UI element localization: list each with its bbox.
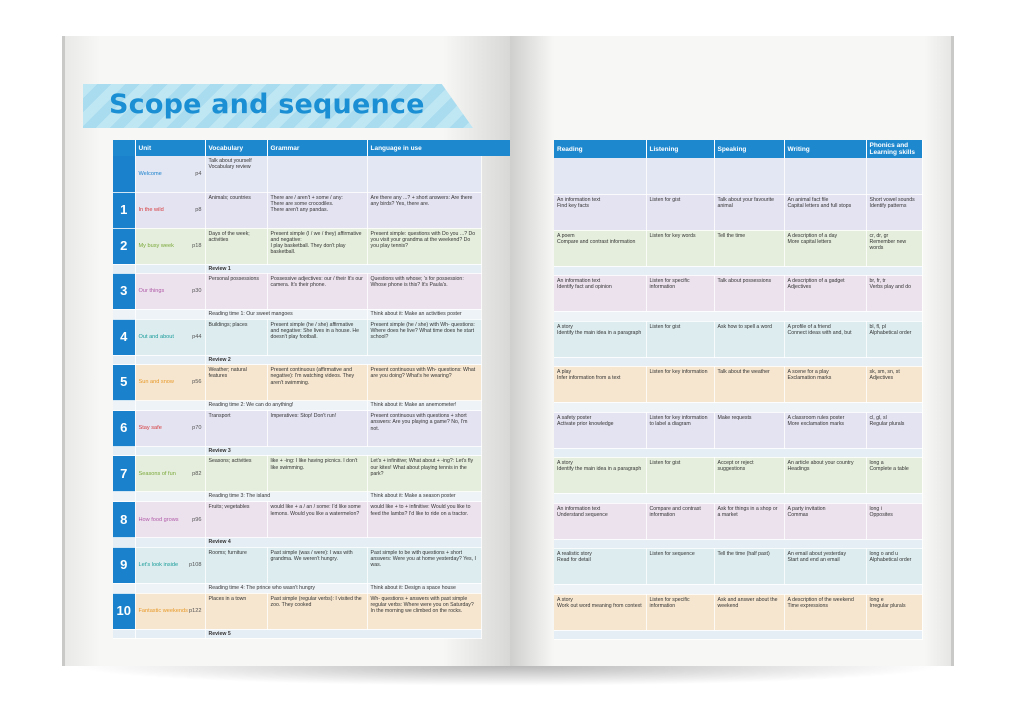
review-row — [554, 630, 922, 639]
grammar-cell: Past simple (was / were): I was with grandma. We weren't hungry. — [267, 547, 367, 583]
writing-cell: An animal fact file Capital letters and full stops — [784, 194, 866, 230]
language-cell: Past simple to be with questions + short answers: Were you at home yesterday? Yes, I was. — [367, 547, 481, 583]
listening-cell: Listen for sequence — [646, 548, 714, 584]
speaking-cell: Tell the time (half past) — [714, 548, 784, 584]
unit-name: Welcome — [138, 170, 162, 177]
reading-cell — [554, 158, 646, 194]
unit-number: 6 — [113, 411, 135, 447]
reading-time-row — [554, 584, 922, 594]
review-spacer — [135, 355, 205, 364]
review-row — [554, 448, 922, 457]
unit-row — [554, 275, 922, 311]
rt-spacer — [135, 583, 205, 593]
unit-row — [113, 411, 481, 447]
think-about-it-label: Think about it: Make a season poster — [367, 492, 481, 502]
unit-name: Fantastic weekends — [138, 608, 188, 615]
unit-name-cell — [135, 502, 205, 538]
unit-page: p18 — [192, 242, 202, 249]
phonics-cell: bl, fl, pl Alphabetical order — [866, 321, 922, 357]
rt-spacer — [135, 492, 205, 502]
review-spacer — [113, 629, 135, 638]
speaking-cell: Make requests — [714, 412, 784, 448]
rt-right-spacer — [554, 402, 922, 412]
unit-page: p122 — [189, 608, 202, 615]
language-cell: Present simple (he / she) with Wh- questions: Where does he live? What time does he start school? — [367, 319, 481, 355]
unit-name: Out and about — [138, 334, 174, 341]
rt-right-spacer — [554, 584, 922, 594]
rt-spacer — [113, 492, 135, 502]
unit-row — [554, 230, 922, 266]
unit-name-cell — [135, 365, 205, 401]
review-right-spacer — [554, 357, 922, 366]
review-spacer — [113, 538, 135, 547]
grammar-cell: There are / aren't + some / any: There are some crocodiles. There aren't any pandas. — [267, 192, 367, 228]
phonics-cell — [866, 158, 922, 194]
review-label: Review 5 — [205, 629, 481, 638]
unit-page: p70 — [192, 425, 202, 432]
unit-row — [554, 548, 922, 584]
reading-cell: A realistic story Read for detail — [554, 548, 646, 584]
vocabulary-cell: Fruits; vegetables — [205, 502, 267, 538]
header-grammar: Grammar — [267, 140, 367, 156]
speaking-cell: Tell the time — [714, 230, 784, 266]
language-cell: Let's + infinitive; What about + -ing?: Let's fly our kites! What about playing tennis in the park? — [367, 456, 481, 492]
unit-page: p56 — [192, 379, 202, 386]
unit-row — [113, 192, 481, 228]
review-right-spacer — [554, 266, 922, 275]
review-label: Review 3 — [205, 447, 481, 456]
unit-name: Stay safe — [138, 425, 162, 432]
writing-cell: An email about yesterday Start and end an email — [784, 548, 866, 584]
header-listening: Listening — [646, 140, 714, 158]
unit-row — [113, 593, 481, 629]
reading-time-row — [554, 311, 922, 321]
reading-cell: An information text Find key facts — [554, 194, 646, 230]
unit-name: My busy week — [138, 242, 174, 249]
listening-cell: Listen for gist — [646, 457, 714, 493]
grammar-cell: Imperatives: Stop! Don't run! — [267, 411, 367, 447]
reading-time-row — [113, 401, 481, 411]
language-cell: Present simple: questions with Do you ...? Do you visit your grandma at the weekend? Do you play tennis? — [367, 228, 481, 264]
listening-cell: Listen for gist — [646, 194, 714, 230]
header-number — [113, 140, 135, 156]
unit-number: 7 — [113, 456, 135, 492]
speaking-cell — [714, 158, 784, 194]
phonics-cell: cl, gl, sl Regular plurals — [866, 412, 922, 448]
listening-cell: Listen for key information to label a diagram — [646, 412, 714, 448]
unit-row — [554, 503, 922, 539]
unit-name-cell — [135, 456, 205, 492]
unit-row — [113, 156, 481, 192]
vocabulary-cell: Transport — [205, 411, 267, 447]
rt-spacer — [113, 309, 135, 319]
vocabulary-cell: Personal possessions — [205, 273, 267, 309]
phonics-cell: long i Opposites — [866, 503, 922, 539]
left-header-row — [113, 140, 481, 156]
unit-name-cell — [135, 593, 205, 629]
unit-page: p30 — [192, 288, 202, 295]
speaking-cell: Talk about the weather — [714, 366, 784, 402]
unit-row — [113, 365, 481, 401]
review-row — [113, 629, 481, 638]
left-table-gutter — [481, 140, 510, 610]
open-book — [62, 36, 954, 672]
writing-cell: A description of a day More capital letters — [784, 230, 866, 266]
review-row — [113, 538, 481, 547]
unit-row — [113, 456, 481, 492]
review-label: Review 1 — [205, 264, 481, 273]
grammar-cell — [267, 156, 367, 192]
grammar-cell: Present continuous (affirmative and negative): I'm watching videos. They aren't swimming. — [267, 365, 367, 401]
language-cell — [367, 156, 481, 192]
listening-cell: Compare and contrast information — [646, 503, 714, 539]
vocabulary-cell: Animals; countries — [205, 192, 267, 228]
unit-page: p4 — [195, 170, 202, 177]
review-spacer — [135, 629, 205, 638]
unit-name-cell — [135, 319, 205, 355]
unit-row — [113, 273, 481, 309]
language-cell: would like + to + infinitive: Would you like to feed the lambs? I'd like to ride on a tractor. — [367, 502, 481, 538]
reading-time-label: Reading time 4: The prince who wasn't hungry — [205, 583, 367, 593]
unit-row — [554, 594, 922, 630]
writing-cell: An article about your country Headings — [784, 457, 866, 493]
unit-number: 10 — [113, 593, 135, 629]
header-unit: Unit — [135, 140, 205, 156]
phonics-cell: cr, dr, gr Remember new words — [866, 230, 922, 266]
language-cell: Questions with whose; 's for possession: Whose phone is this? It's Paula's. — [367, 273, 481, 309]
writing-cell — [784, 158, 866, 194]
reading-time-label: Reading time 3: The island — [205, 492, 367, 502]
unit-number — [113, 156, 135, 192]
think-about-it-label: Think about it: Design a space house — [367, 583, 481, 593]
header-vocabulary: Vocabulary — [205, 140, 267, 156]
unit-page: p8 — [195, 206, 202, 213]
writing-cell: A classroom rules poster More exclamation marks — [784, 412, 866, 448]
reading-cell: An information text Understand sequence — [554, 503, 646, 539]
grammar-cell: like + -ing: I like having picnics. I don't like swimming. — [267, 456, 367, 492]
rt-right-spacer — [554, 311, 922, 321]
listening-cell: Listen for key words — [646, 230, 714, 266]
review-row — [554, 539, 922, 548]
rt-spacer — [113, 401, 135, 411]
reading-cell: A story Identify the main idea in a paragraph — [554, 457, 646, 493]
reading-cell: A story Identify the main idea in a paragraph — [554, 321, 646, 357]
unit-row — [554, 321, 922, 357]
unit-page: p44 — [192, 334, 202, 341]
review-row — [113, 447, 481, 456]
listening-cell — [646, 158, 714, 194]
review-row — [554, 357, 922, 366]
reading-cell: A story Work out word meaning from context — [554, 594, 646, 630]
unit-number: 2 — [113, 228, 135, 264]
review-spacer — [113, 264, 135, 273]
language-cell: Wh- questions + answers with past simple regular verbs: Where were you on Saturday? In the morning we climbed on the rocks. — [367, 593, 481, 629]
think-about-it-label: Think about it: Make an activities poster — [367, 309, 481, 319]
phonics-cell: br, fr, tr Verbs play and do — [866, 275, 922, 311]
unit-number: 1 — [113, 192, 135, 228]
writing-cell: A party invitation Commas — [784, 503, 866, 539]
think-about-it-label: Think about it: Make an anemometer! — [367, 401, 481, 411]
unit-row — [113, 502, 481, 538]
vocabulary-cell: Days of the week; activities — [205, 228, 267, 264]
reading-time-row — [113, 309, 481, 319]
writing-cell: A description of a gadget Adjectives — [784, 275, 866, 311]
page-title: Scope and sequence — [109, 89, 425, 120]
header-language-in-use: Language in use — [367, 140, 481, 156]
unit-name-cell — [135, 411, 205, 447]
unit-name: Seasons of fun — [138, 470, 176, 477]
rt-spacer — [135, 309, 205, 319]
unit-row — [554, 412, 922, 448]
speaking-cell: Ask and answer about the weekend — [714, 594, 784, 630]
reading-time-row — [113, 492, 481, 502]
reading-time-label: Reading time 1: Our sweet mangoes — [205, 309, 367, 319]
review-right-spacer — [554, 539, 922, 548]
unit-number: 4 — [113, 319, 135, 355]
unit-name: In the wild — [138, 206, 164, 213]
listening-cell: Listen for key information — [646, 366, 714, 402]
speaking-cell: Ask how to spell a word — [714, 321, 784, 357]
listening-cell: Listen for specific information — [646, 594, 714, 630]
language-cell: Present continuous with Wh- questions: What are you doing? What's he wearing? — [367, 365, 481, 401]
unit-name-cell — [135, 156, 205, 192]
review-label: Review 2 — [205, 355, 481, 364]
reading-time-label: Reading time 2: We can do anything! — [205, 401, 367, 411]
unit-name: Let's look inside — [138, 562, 179, 569]
unit-row — [554, 194, 922, 230]
speaking-cell: Talk about possessions — [714, 275, 784, 311]
unit-name-cell — [135, 547, 205, 583]
listening-cell: Listen for gist — [646, 321, 714, 357]
grammar-cell: Possessive adjectives: our / their It's our camera. It's their phone. — [267, 273, 367, 309]
review-spacer — [135, 538, 205, 547]
review-row — [554, 266, 922, 275]
header-phonics: Phonics and Learning skills — [866, 140, 922, 158]
left-scope-table — [113, 140, 482, 639]
unit-name: How food grows — [138, 516, 179, 523]
unit-row — [554, 158, 922, 194]
unit-row — [113, 547, 481, 583]
unit-page: p82 — [192, 470, 202, 477]
header-writing: Writing — [784, 140, 866, 158]
right-header-row — [554, 140, 922, 158]
review-right-spacer — [554, 630, 922, 639]
grammar-cell: Present simple (I / we / they) affirmative and negative: I play basketball. They don't play basketball. — [267, 228, 367, 264]
phonics-cell: Short vowel sounds Identify patterns — [866, 194, 922, 230]
speaking-cell: Ask for things in a shop or a market — [714, 503, 784, 539]
unit-name-cell — [135, 192, 205, 228]
unit-number: 9 — [113, 547, 135, 583]
review-spacer — [135, 447, 205, 456]
listening-cell: Listen for specific information — [646, 275, 714, 311]
reading-time-row — [554, 402, 922, 412]
reading-cell: A poem Compare and contrast information — [554, 230, 646, 266]
header-speaking: Speaking — [714, 140, 784, 158]
right-scope-table — [554, 140, 923, 640]
reading-time-row — [554, 493, 922, 503]
vocabulary-cell: Seasons; activities — [205, 456, 267, 492]
unit-row — [113, 319, 481, 355]
phonics-cell: sk, sm, sn, st Adjectives — [866, 366, 922, 402]
unit-name: Sun and snow — [138, 379, 174, 386]
unit-number: 3 — [113, 273, 135, 309]
review-row — [113, 355, 481, 364]
rt-right-spacer — [554, 493, 922, 503]
vocabulary-cell: Talk about yourself Vocabulary review — [205, 156, 267, 192]
unit-name: Our things — [138, 288, 165, 295]
grammar-cell: Past simple (regular verbs): I visited the zoo. They cooked — [267, 593, 367, 629]
reading-cell: A play Infer information from a text — [554, 366, 646, 402]
unit-row — [113, 228, 481, 264]
speaking-cell: Accept or reject suggestions — [714, 457, 784, 493]
unit-row — [554, 366, 922, 402]
review-spacer — [113, 447, 135, 456]
review-spacer — [113, 355, 135, 364]
language-cell: Present continuous with questions + short answers: Are you playing a game? No, I'm not. — [367, 411, 481, 447]
reading-cell: An information text Identify fact and opinion — [554, 275, 646, 311]
review-spacer — [135, 264, 205, 273]
unit-number: 5 — [113, 365, 135, 401]
reading-time-row — [113, 583, 481, 593]
left-page — [62, 36, 510, 666]
writing-cell: A profile of a friend Connect ideas with and, but — [784, 321, 866, 357]
grammar-cell: Present simple (he / she) affirmative and negative: She lives in a house. He doesn't play football. — [267, 319, 367, 355]
phonics-cell: long o and u Alphabetical order — [866, 548, 922, 584]
phonics-cell: long a Complete a table — [866, 457, 922, 493]
rt-spacer — [135, 401, 205, 411]
language-cell: Are there any ...? + short answers: Are there any birds? Yes, there are. — [367, 192, 481, 228]
vocabulary-cell: Rooms; furniture — [205, 547, 267, 583]
grammar-cell: would like + a / an / some: I'd like some lemons. Would you like a watermelon? — [267, 502, 367, 538]
phonics-cell: long e Irregular plurals — [866, 594, 922, 630]
unit-name-cell — [135, 228, 205, 264]
unit-row — [554, 457, 922, 493]
rt-spacer — [113, 583, 135, 593]
review-row — [113, 264, 481, 273]
speaking-cell: Talk about your favourite animal — [714, 194, 784, 230]
vocabulary-cell: Places in a town — [205, 593, 267, 629]
review-label: Review 4 — [205, 538, 481, 547]
header-reading: Reading — [554, 140, 646, 158]
unit-page: p96 — [192, 516, 202, 523]
vocabulary-cell: Buildings; places — [205, 319, 267, 355]
vocabulary-cell: Weather; natural features — [205, 365, 267, 401]
unit-number: 8 — [113, 502, 135, 538]
right-page — [510, 36, 954, 666]
reading-cell: A safety poster Activate prior knowledge — [554, 412, 646, 448]
writing-cell: A scene for a play Exclamation marks — [784, 366, 866, 402]
unit-name-cell — [135, 273, 205, 309]
review-right-spacer — [554, 448, 922, 457]
writing-cell: A description of the weekend Time expressions — [784, 594, 866, 630]
unit-page: p108 — [189, 562, 202, 569]
